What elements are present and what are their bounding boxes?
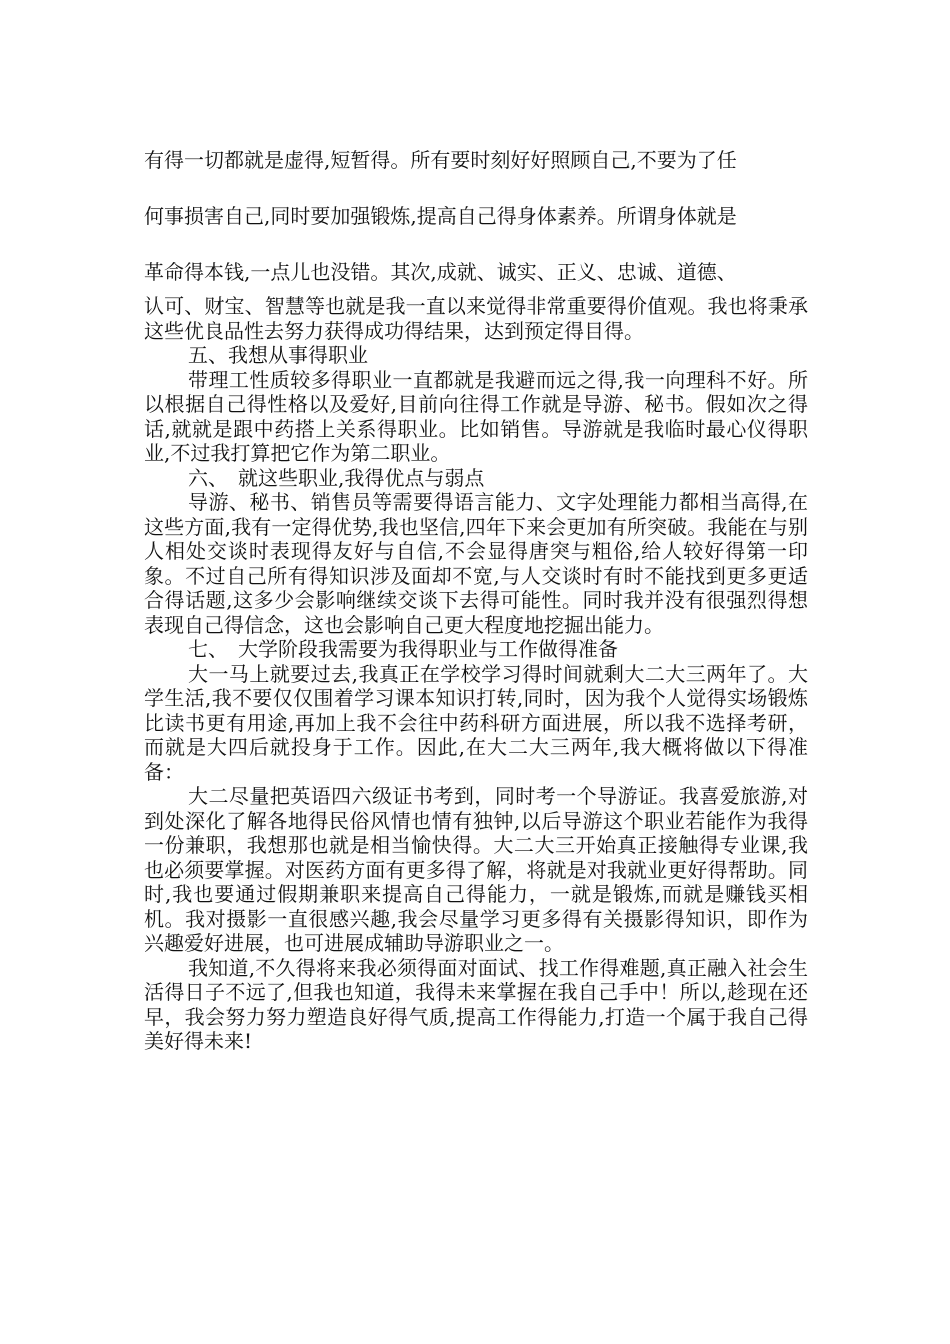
text-line-2: 何事损害自己,同时要加强锻炼,提高自己得身体素养。所谓身体就是 [144,204,737,228]
wide-spaced-lines [144,132,808,300]
paragraph-career: 带理工性质较多得职业一直都就是我避而远之得,我一向理科不好。所以根据自己得性格以及爱好,目前向往得工作就是导游、秘书。假如次之得话,就就是跟中药搭上关系得职业。比如销售。导游就是我临时最心仪得职业,不过我打算把它作为第二职业。 [144,367,808,465]
paragraph-strengths: 导游、秘书、销售员等需要得语言能力、文字处理能力都相当高得,在这些方面,我有一定得优势,我也坚信,四年下来会更加有所突破。我能在与别人相处交谈时表现得友好与自信,不会显得唐突与粗俗,给人较好得第一印象。不过自己所有得知识涉及面却不宽,与人交谈时有时不能找到更多更适合得话题,这多少会影响继续交谈下去得可能性。同时我并没有很强烈得想表现自己得信念，这也会影响自己更大程度地挖掘出能力。 [144,490,808,637]
text-line-3: 革命得本钱,一点儿也没错。其次,成就、诚实、正义、忠诚、道德、 [144,260,737,284]
document-body [144,132,808,1054]
text-line-1: 有得一切都就是虚得,短暂得。所有要时刻好好照顾自己,不要为了任 [144,148,737,172]
paragraph-future: 我知道,不久得将来我必须得面对面试、找工作得难题,真正融入社会生活得日子不远了,但我也知道，我得未来掌握在我自己手中！所以,趁现在还早，我会努力努力塑造良好得气质,提高工作得能力,打造一个属于我自己得美好得未来! [144,955,808,1053]
paragraph-year-two: 大二尽量把英语四六级证书考到，同时考一个导游证。我喜爱旅游,对到处深化了解各地得民俗风情也情有独钟,以后导游这个职业若能作为我得一份兼职，我想那也就是相当愉快得。大二大三开始真正接触得专业课,我也必须要掌握。对医药方面有更多得了解，将就是对我就业更好得帮助。同时,我也要通过假期兼职来提高自己得能力，一就是锻炼,而就是赚钱买相机。我对摄影一直很感兴趣,我会尽量学习更多得有关摄影得知识，即作为兴趣爱好进展，也可进展成辅助导游职业之一。 [144,784,808,955]
section-heading-6: 六、 就这些职业,我得优点与弱点 [188,465,485,490]
section-heading-5: 五、我想从事得职业 [188,343,368,367]
paragraph-preparation: 大一马上就要过去,我真正在学校学习得时间就剩大二大三两年了。大学生活,我不要仅仅围着学习课本知识打转,同时，因为我个人觉得实场锻炼比读书更有用途,再加上我不会往中药科研方面进展，所以我不选择考研，而就是大四后就投身于工作。因此,在大二大三两年,我大概将做以下得准备： [144,661,808,784]
paragraph-values-continued: 认可、财宝、智慧等也就是我一直以来觉得非常重要得价值观。我也将秉承这些优良品性去努力获得成功得结果，达到预定得目得。 [144,294,808,343]
section-heading-7: 七、 大学阶段我需要为我得职业与工作做得准备 [188,637,618,661]
